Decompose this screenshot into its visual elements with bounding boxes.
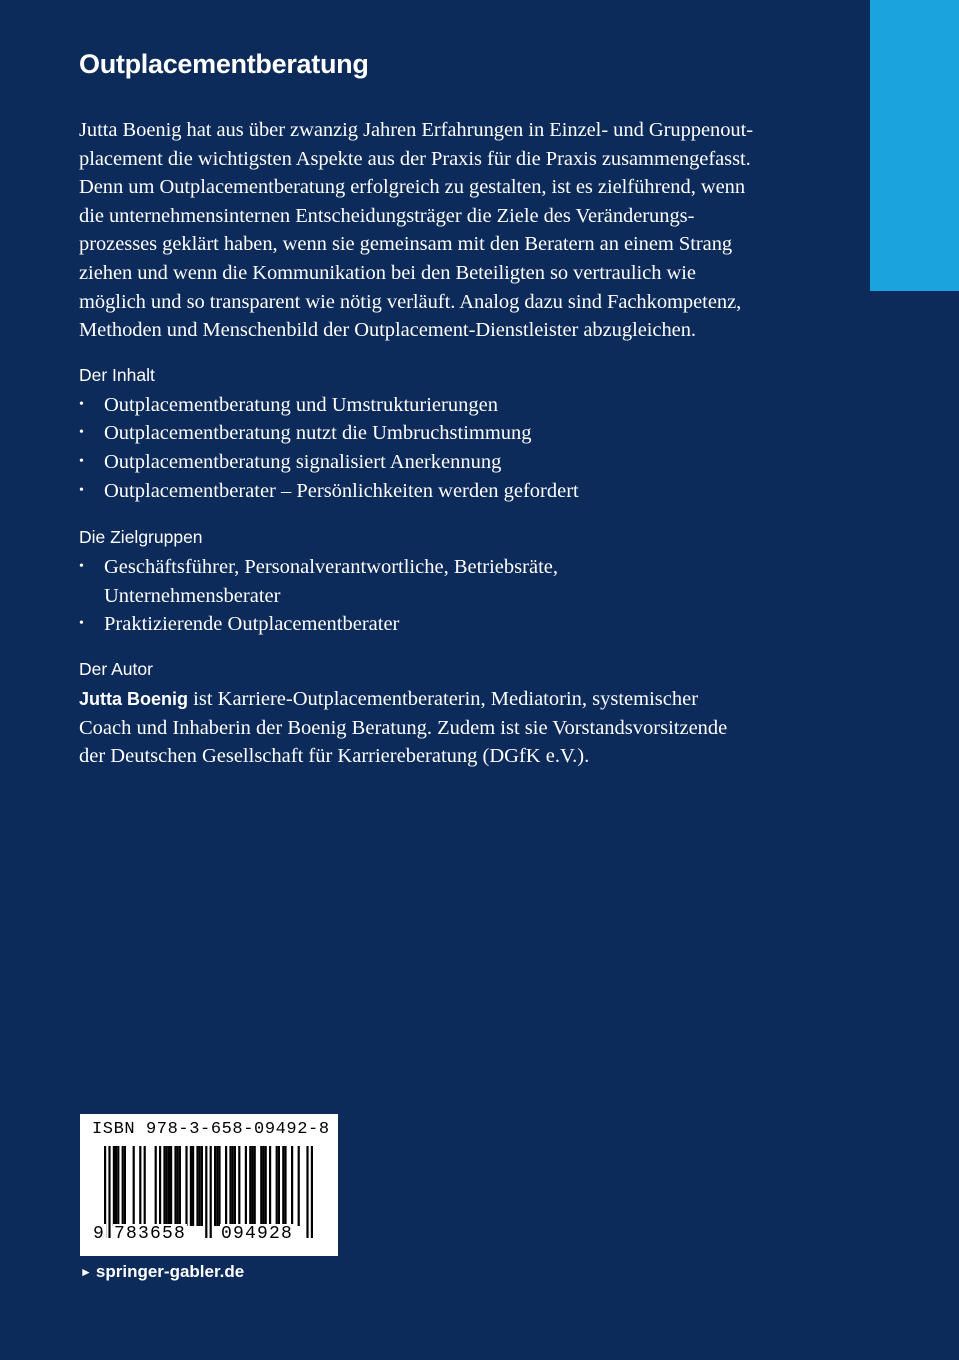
- barcode-bar: [282, 1146, 284, 1226]
- barcode-bar: [122, 1146, 124, 1226]
- bullet-icon: •: [79, 425, 84, 441]
- list-item: [79, 448, 809, 477]
- list-item-text: Outplacementberater – Persönlichkeiten werden gefordert: [104, 479, 579, 502]
- barcode-bar: [185, 1146, 187, 1226]
- barcode-bar: [254, 1146, 256, 1226]
- intro-line: möglich und so transparent wie nötig verläuft. Analog dazu sind Fachkompetenz,: [79, 290, 742, 313]
- intro-line: Jutta Boenig hat aus über zwanzig Jahren Erfahrungen in Einzel- und Gruppenout-: [79, 119, 754, 141]
- barcode-bar: [139, 1146, 141, 1226]
- barcode-bar: [190, 1146, 192, 1226]
- barcode-bar: [216, 1146, 218, 1226]
- list-item-text: Outplacementberatung nutzt die Umbruchstimmung: [104, 422, 532, 445]
- barcode-bar: [229, 1146, 231, 1226]
- back-cover-content: [79, 42, 809, 771]
- intro-paragraph: [79, 116, 809, 345]
- list-item: [79, 477, 809, 506]
- list-item: [79, 553, 809, 610]
- zielgruppen-heading: Die Zielgruppen: [79, 527, 203, 548]
- isbn-barcode: [80, 1114, 338, 1256]
- list-item-text: Outplacementberatung und Umstrukturierungen: [104, 393, 498, 416]
- accent-strip: [870, 0, 959, 291]
- bullet-icon: •: [79, 616, 84, 632]
- barcode-bar: [168, 1146, 170, 1226]
- arrow-right-icon: ►: [80, 1265, 92, 1279]
- author-name: Jutta Boenig: [79, 688, 189, 709]
- list-item-text: Unternehmensberater: [104, 584, 281, 607]
- barcode-bar: [159, 1146, 161, 1226]
- barcode-digits-left: 783658: [114, 1224, 187, 1244]
- barcode-digits-right: 094928: [221, 1224, 294, 1244]
- barcode-bar: [276, 1146, 278, 1226]
- list-item-text: Praktizierende Outplacementberater: [104, 613, 400, 636]
- barcode-digit-first: 9: [93, 1224, 106, 1244]
- list-item: [79, 419, 809, 448]
- barcode-bar: [298, 1146, 300, 1226]
- barcode-bar: [238, 1146, 240, 1226]
- barcode-bar: [144, 1146, 146, 1226]
- list-item: [79, 610, 809, 639]
- intro-line: ziehen und wenn die Kommunikation bei den Beteiligten so vertraulich wie: [79, 261, 696, 284]
- barcode-bar: [113, 1146, 115, 1226]
- barcode-bar: [278, 1146, 280, 1226]
- bullet-icon: •: [79, 482, 84, 498]
- intro-line: Methoden und Menschenbild der Outplacement-Dienstleister abzugleichen.: [79, 319, 696, 342]
- author-line: [79, 685, 809, 714]
- barcode-bar: [196, 1146, 198, 1226]
- publisher-url: springer-gabler.de: [95, 1262, 245, 1281]
- isbn-label: ISBN 978-3-658-09492-8: [92, 1120, 330, 1139]
- barcode-bar: [155, 1146, 157, 1226]
- bullet-icon: •: [79, 396, 84, 412]
- barcode-bar: [124, 1146, 126, 1226]
- list-item-text: Outplacementberatung signalisiert Anerkennung: [104, 450, 502, 473]
- barcode-bar: [214, 1146, 216, 1226]
- author-line: Coach und Inhaberin der Boenig Beratung. Zudem ist sie Vorstandsvorsitzende: [79, 716, 728, 739]
- zielgruppen-list: [79, 553, 809, 639]
- barcode-bar: [199, 1146, 201, 1226]
- barcode-bar: [225, 1146, 227, 1226]
- barcode-bar: [265, 1146, 267, 1226]
- bullet-icon: •: [79, 559, 84, 575]
- barcode-bar: [284, 1146, 286, 1226]
- barcode-bar: [251, 1146, 253, 1226]
- inhalt-list: [79, 391, 809, 505]
- barcode-bar: [201, 1146, 203, 1226]
- inhalt-heading: Der Inhalt: [79, 364, 155, 385]
- barcode-bar: [291, 1146, 293, 1226]
- list-item-text: Geschäftsführer, Personalverantwortliche, Betriebsräte,: [104, 556, 558, 579]
- barcode-bar: [192, 1146, 194, 1226]
- barcode-bar: [179, 1146, 181, 1226]
- bullet-icon: •: [79, 453, 84, 469]
- barcode-bar: [234, 1146, 236, 1226]
- intro-line: Denn um Outplacementberatung erfolgreich zu gestalten, ist es zielführend, wenn: [79, 176, 746, 199]
- barcode-bar: [170, 1146, 172, 1226]
- barcode-bar: [232, 1146, 234, 1226]
- barcode-bar: [249, 1146, 251, 1226]
- barcode-bar: [177, 1146, 179, 1226]
- barcode-bar: [260, 1146, 262, 1226]
- barcode-bar: [174, 1146, 176, 1226]
- author-line: der Deutschen Gesellschaft für Karriereberatung (DGfK e.V.).: [79, 745, 590, 768]
- barcode-bar: [117, 1146, 119, 1226]
- autor-heading: Der Autor: [79, 658, 153, 679]
- intro-line: placement die wichtigsten Aspekte aus der Praxis für die Praxis zusammengefasst.: [79, 147, 751, 170]
- intro-line: prozesses geklärt haben, wenn sie gemeinsam mit den Beratern an einem Strang: [79, 233, 733, 256]
- barcode-bar: [166, 1146, 168, 1226]
- book-title: Outplacementberatung: [79, 49, 369, 79]
- list-item: [79, 391, 809, 420]
- barcode-bar: [133, 1146, 135, 1226]
- publisher-link[interactable]: [80, 1262, 244, 1282]
- author-paragraph: [79, 685, 809, 771]
- barcode-bar: [115, 1146, 117, 1226]
- intro-line: die unternehmensinternen Entscheidungsträger die Ziele des Veränderungs-: [79, 204, 695, 227]
- barcode-bar: [163, 1146, 165, 1226]
- barcode-bar: [262, 1146, 264, 1226]
- barcode-bar: [218, 1146, 220, 1226]
- barcode-bar: [269, 1146, 271, 1226]
- barcode-digits: [80, 1224, 338, 1248]
- barcode-bar: [245, 1146, 247, 1226]
- author-text: ist Karriere-Outplacementberaterin, Mediatorin, systemischer: [188, 687, 699, 710]
